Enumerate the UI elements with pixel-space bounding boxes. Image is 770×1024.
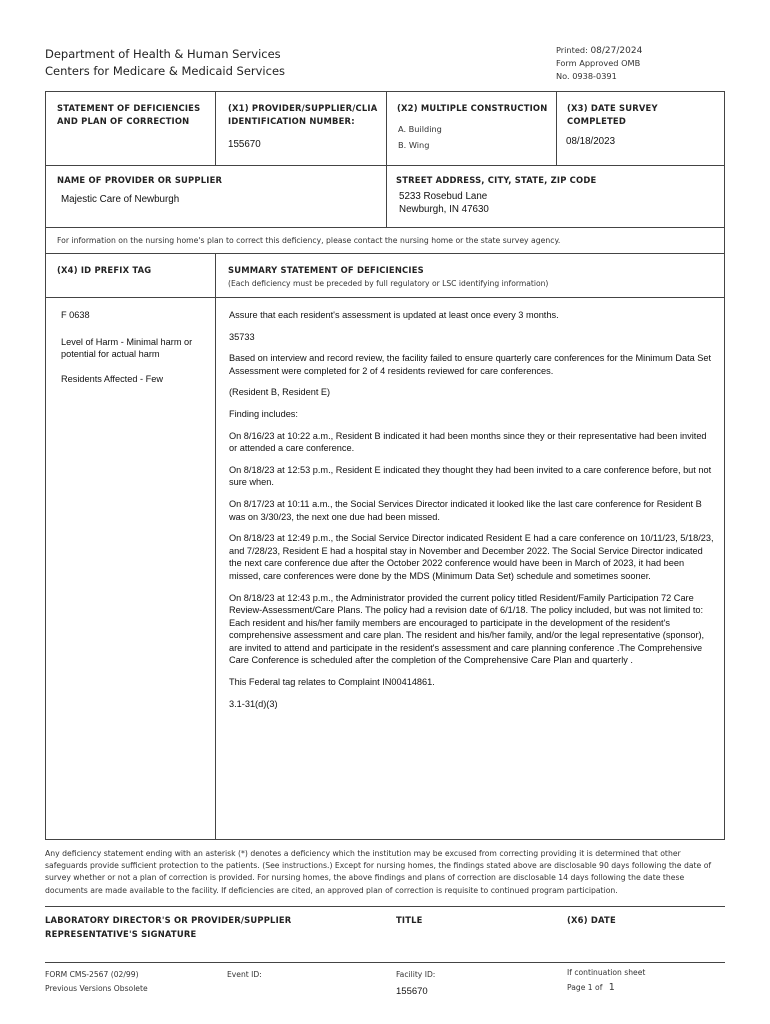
form-row-divider-3 <box>45 253 725 254</box>
form-row-divider-4 <box>45 297 725 298</box>
summary-paragraph: On 8/18/23 at 12:53 p.m., Resident E indicated they thought they had been invited to a care conference before, but not sure when. <box>229 464 712 488</box>
form-bottom-border <box>45 839 725 840</box>
x1-label-2: IDENTIFICATION NUMBER: <box>228 116 355 126</box>
deficiency-summary <box>229 309 714 719</box>
col-divider-1 <box>215 91 216 166</box>
survey-date-value: 08/18/2023 <box>566 136 616 147</box>
form-right-border <box>724 91 725 840</box>
x3-label-2: COMPLETED <box>567 116 626 126</box>
x2-building: A. Building <box>398 124 442 134</box>
statement-label-2: AND PLAN OF CORRECTION <box>57 116 190 126</box>
summary-paragraph: Assure that each resident's assessment is updated at least once every 3 months. <box>229 310 559 320</box>
x2-label: (X2) MULTIPLE CONSTRUCTION <box>397 103 548 113</box>
summary-paragraph: Based on interview and record review, the facility failed to ensure quarterly care conferences for the Minimum Data Set Assessment were completed for 2 of 4 residents reviewed for care conferences. <box>229 353 712 376</box>
summary-label: SUMMARY STATEMENT OF DEFICIENCIES <box>228 265 424 275</box>
signature-top-border <box>45 906 725 907</box>
page-total: 1 <box>608 982 615 993</box>
signature-label-2: REPRESENTATIVE'S SIGNATURE <box>45 929 197 939</box>
title-label: TITLE <box>396 915 423 925</box>
summary-paragraph: (Resident B, Resident E) <box>229 387 331 398</box>
form-approved: Form Approved OMB <box>556 58 641 68</box>
info-line: For information on the nursing home's plan to correct this deficiency, please contact the nursing home or the state survey agency. <box>57 236 561 245</box>
col-divider-3 <box>556 91 557 166</box>
deficiency-tag: F 0638 <box>61 310 90 320</box>
signature-bottom-border <box>45 962 725 963</box>
x4-label: (X4) ID PREFIX TAG <box>57 265 152 275</box>
summary-paragraph: On 8/18/23 at 12:49 p.m., the Social Service Director indicated Resident E had a care conference on 10/11/23, 5/18/23, and 7/28/23, Resident E had a hospital stay in November and December 2022. The Social Service Director indicated the next care conference due after the October 2022 conference would have been in March of 2023, it had been missed, care conferences were done by the MDS (Minimum Data Set) schedule and sometimes sooner. <box>229 533 714 581</box>
x3-label-1: (X3) DATE SURVEY <box>567 103 658 113</box>
address-line-2: Newburgh, IN 47630 <box>399 204 489 215</box>
address-line-1: 5233 Rosebud Lane <box>399 191 488 202</box>
date-label: (X6) DATE <box>567 915 616 925</box>
signature-label-1: LABORATORY DIRECTOR'S OR PROVIDER/SUPPLIER <box>45 915 292 925</box>
previous-versions: Previous Versions Obsolete <box>45 984 148 993</box>
summary-paragraph: 3.1-31(d)(3) <box>229 698 278 709</box>
page-label: Page 1 of <box>567 983 603 992</box>
event-id-label: Event ID: <box>227 970 262 979</box>
x2-wing: B. Wing <box>398 140 430 150</box>
facility-id-label: Facility ID: <box>396 970 436 979</box>
form-row-divider-1 <box>45 165 725 166</box>
facility-id-value: 155670 <box>396 986 428 997</box>
provider-name-value: Majestic Care of Newburgh <box>61 194 180 205</box>
col-divider-4 <box>215 253 216 840</box>
department-title: Department of Health & Human Services <box>45 47 281 61</box>
disclaimer-text: Any deficiency statement ending with an asterisk (*) denotes a deficiency which the institution may be excused from correcting providing it is determined that other safeguards provide sufficient protection to the patients. (See instructions.) Except for nursing homes, the findings stated above are disclosable 90 days following the date of survey whether or not a plan of correction is provided. For nursing homes, the above findings and plans of correction are disclosable 14 days following the date these documents are made available to the facility. If deficiencies are cited, an approved plan of correction is requisite to continued program participation. <box>45 849 712 895</box>
provider-name-label: NAME OF PROVIDER OR SUPPLIER <box>57 175 223 185</box>
residents-affected: Residents Affected - Few <box>61 373 163 384</box>
x1-label-1: (X1) PROVIDER/SUPPLIER/CLIA <box>228 103 378 113</box>
form-left-border <box>45 91 46 840</box>
statement-label-1: STATEMENT OF DEFICIENCIES <box>57 103 201 113</box>
address-label: STREET ADDRESS, CITY, STATE, ZIP CODE <box>396 175 597 185</box>
summary-paragraph: Finding includes: <box>229 408 298 419</box>
summary-paragraph: On 8/17/23 at 10:11 a.m., the Social Services Director indicated it looked like the last care conference for Resident B was on 3/30/23, the next one due had been missed. <box>229 498 702 522</box>
form-top-border <box>45 91 725 92</box>
summary-paragraph: 35733 <box>229 331 255 342</box>
form-id: FORM CMS-2567 (02/99) <box>45 970 139 979</box>
centers-title: Centers for Medicare & Medicaid Services <box>45 64 286 78</box>
deficiency-left-column <box>61 309 211 394</box>
printed-line <box>556 45 642 56</box>
page-indicator <box>567 982 615 993</box>
form-row-divider-2 <box>45 227 725 228</box>
printed-label: Printed: <box>556 45 588 55</box>
omb-number: No. 0938-0391 <box>556 71 617 81</box>
printed-date: 08/27/2024 <box>590 46 643 56</box>
level-of-harm: Level of Harm - Minimal harm or potential for actual harm <box>61 336 193 360</box>
summary-subtitle: (Each deficiency must be preceded by full regulatory or LSC identifying information) <box>228 279 549 288</box>
summary-paragraph: This Federal tag relates to Complaint IN00414861. <box>229 677 435 688</box>
col-divider-2 <box>386 91 387 228</box>
provider-id-value: 155670 <box>228 139 261 150</box>
summary-paragraph: On 8/18/23 at 12:43 p.m., the Administrator provided the current policy titled Resident/Family Participation 72 Care Review-Assessment/Care Plans. The policy had a revision date of 6/1/18. The policy included, but was not limited to: Each resident and his/her family members are encouraged to participate in the development of the resident's comprehensive assessment and care plan. The resident and his/her family, and/or the legal representative (sponsor), are invited to attend and participate in the resident's assessment and care planning conference .The Comprehensive Care Conference is scheduled after the completion of the Comprehensive Care Plan and quarterly . <box>229 592 705 666</box>
continuation-sheet: If continuation sheet <box>567 968 646 977</box>
summary-paragraph: On 8/16/23 at 10:22 a.m., Resident B indicated it had been months since they or their representative had been invited or attended a care conference. <box>229 430 707 454</box>
